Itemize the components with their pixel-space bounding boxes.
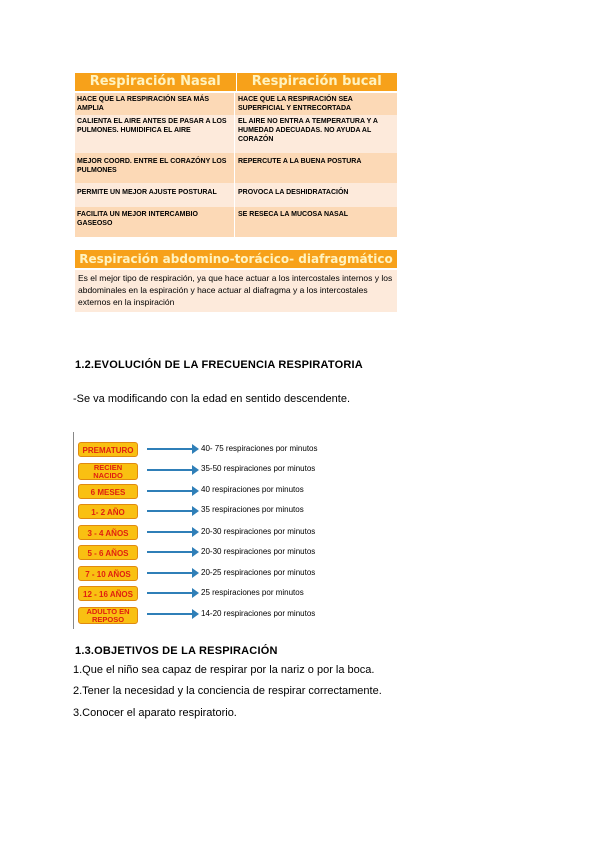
age-box: 5 - 6 AÑOS [78, 545, 138, 560]
bucal-cell: EL AIRE NO ENTRA A TEMPERATURA Y A HUMEDAD ADECUADAS. NO AYUDA AL CORAZÓN [234, 115, 397, 153]
arrow-icon [147, 490, 193, 492]
abdominal-text: Es el mejor tipo de respiración, ya que hace actuar a los intercostales internos y los abdominales en la espiración y hace actuar al diafragma y a los intercostales externos en la inspiración [75, 270, 397, 312]
objective-item: 3.Conocer el aparato respiratorio. [73, 707, 237, 719]
nasal-cell: HACE QUE LA RESPIRACIÓN SEA MÁS AMPLIA [77, 96, 210, 112]
age-box: 1- 2 AÑO [78, 504, 138, 519]
arrow-icon [147, 469, 193, 471]
age-box: ADULTO EN REPOSO [78, 607, 138, 624]
arrow-icon [147, 592, 193, 594]
arrow-icon [147, 531, 193, 533]
section-heading-frequency: 1.2.EVOLUCIÓN DE LA FRECUENCIA RESPIRATORIA [75, 359, 363, 371]
nasal-cell: FACILITA UN MEJOR INTERCAMBIO GASEOSO [77, 211, 198, 227]
header-bucal: Respiración bucal [251, 74, 382, 89]
nasal-cell: MEJOR COORD. ENTRE EL CORAZÓNY LOS PULMONES [77, 158, 227, 174]
rate-label: 20-30 respiraciones por minutos [201, 547, 316, 556]
age-box: PREMATURO [78, 442, 138, 457]
rate-label: 35-50 respiraciones por minutos [201, 464, 316, 473]
comparison-row [75, 93, 397, 115]
rate-label: 35 respiraciones por minutos [201, 505, 304, 514]
age-box: 6 MESES [78, 484, 138, 499]
diagram-line [73, 432, 74, 629]
bucal-cell: SE RESECA LA MUCOSA NASAL [234, 207, 397, 237]
rate-label: 40 respiraciones por minutos [201, 485, 304, 494]
age-box: 3 - 4 AÑOS [78, 525, 138, 540]
age-box: RECIEN NACIDO [78, 463, 138, 480]
comparison-row [75, 153, 397, 183]
arrow-icon [147, 551, 193, 553]
bucal-cell: REPERCUTE A LA BUENA POSTURA [234, 153, 397, 183]
rate-label: 20-25 respiraciones por minutos [201, 568, 316, 577]
rate-label: 20-30 respiraciones por minutos [201, 527, 316, 536]
comparison-row [75, 207, 397, 237]
objective-item: 1.Que el niño sea capaz de respirar por la nariz o por la boca. [73, 664, 375, 676]
abdominal-title: Respiración abdomino-torácico- diafragmático [75, 250, 397, 268]
arrow-icon [147, 572, 193, 574]
arrow-icon [147, 448, 193, 450]
rate-label: 25 respiraciones por minutos [201, 588, 304, 597]
comparison-row [75, 183, 397, 207]
rate-label: 14-20 respiraciones por minutos [201, 609, 316, 618]
header-nasal: Respiración Nasal [75, 73, 237, 91]
arrow-icon [147, 510, 193, 512]
comparison-row [75, 115, 397, 153]
arrow-icon [147, 613, 193, 615]
nasal-cell: CALIENTA EL AIRE ANTES DE PASAR A LOS PULMONES. HUMIDIFICA EL AIRE [77, 118, 227, 134]
section-text-frequency: -Se va modificando con la edad en sentido descendente. [73, 393, 351, 405]
section-heading-objectives: 1.3.OBJETIVOS DE LA RESPIRACIÓN [75, 645, 278, 657]
nasal-cell: PERMITE UN MEJOR AJUSTE POSTURAL [77, 189, 217, 196]
bucal-cell: HACE QUE LA RESPIRACIÓN SEA SUPERFICIAL Y ENTRECORTADA [234, 93, 397, 115]
age-box: 12 - 16 AÑOS [78, 586, 138, 601]
comparison-header [75, 73, 397, 91]
bucal-cell: PROVOCA LA DESHIDRATACIÓN [234, 183, 397, 207]
rate-label: 40- 75 respiraciones por minutos [201, 444, 318, 453]
objective-item: 2.Tener la necesidad y la conciencia de respirar correctamente. [73, 685, 382, 697]
age-box: 7 - 10 AÑOS [78, 566, 138, 581]
